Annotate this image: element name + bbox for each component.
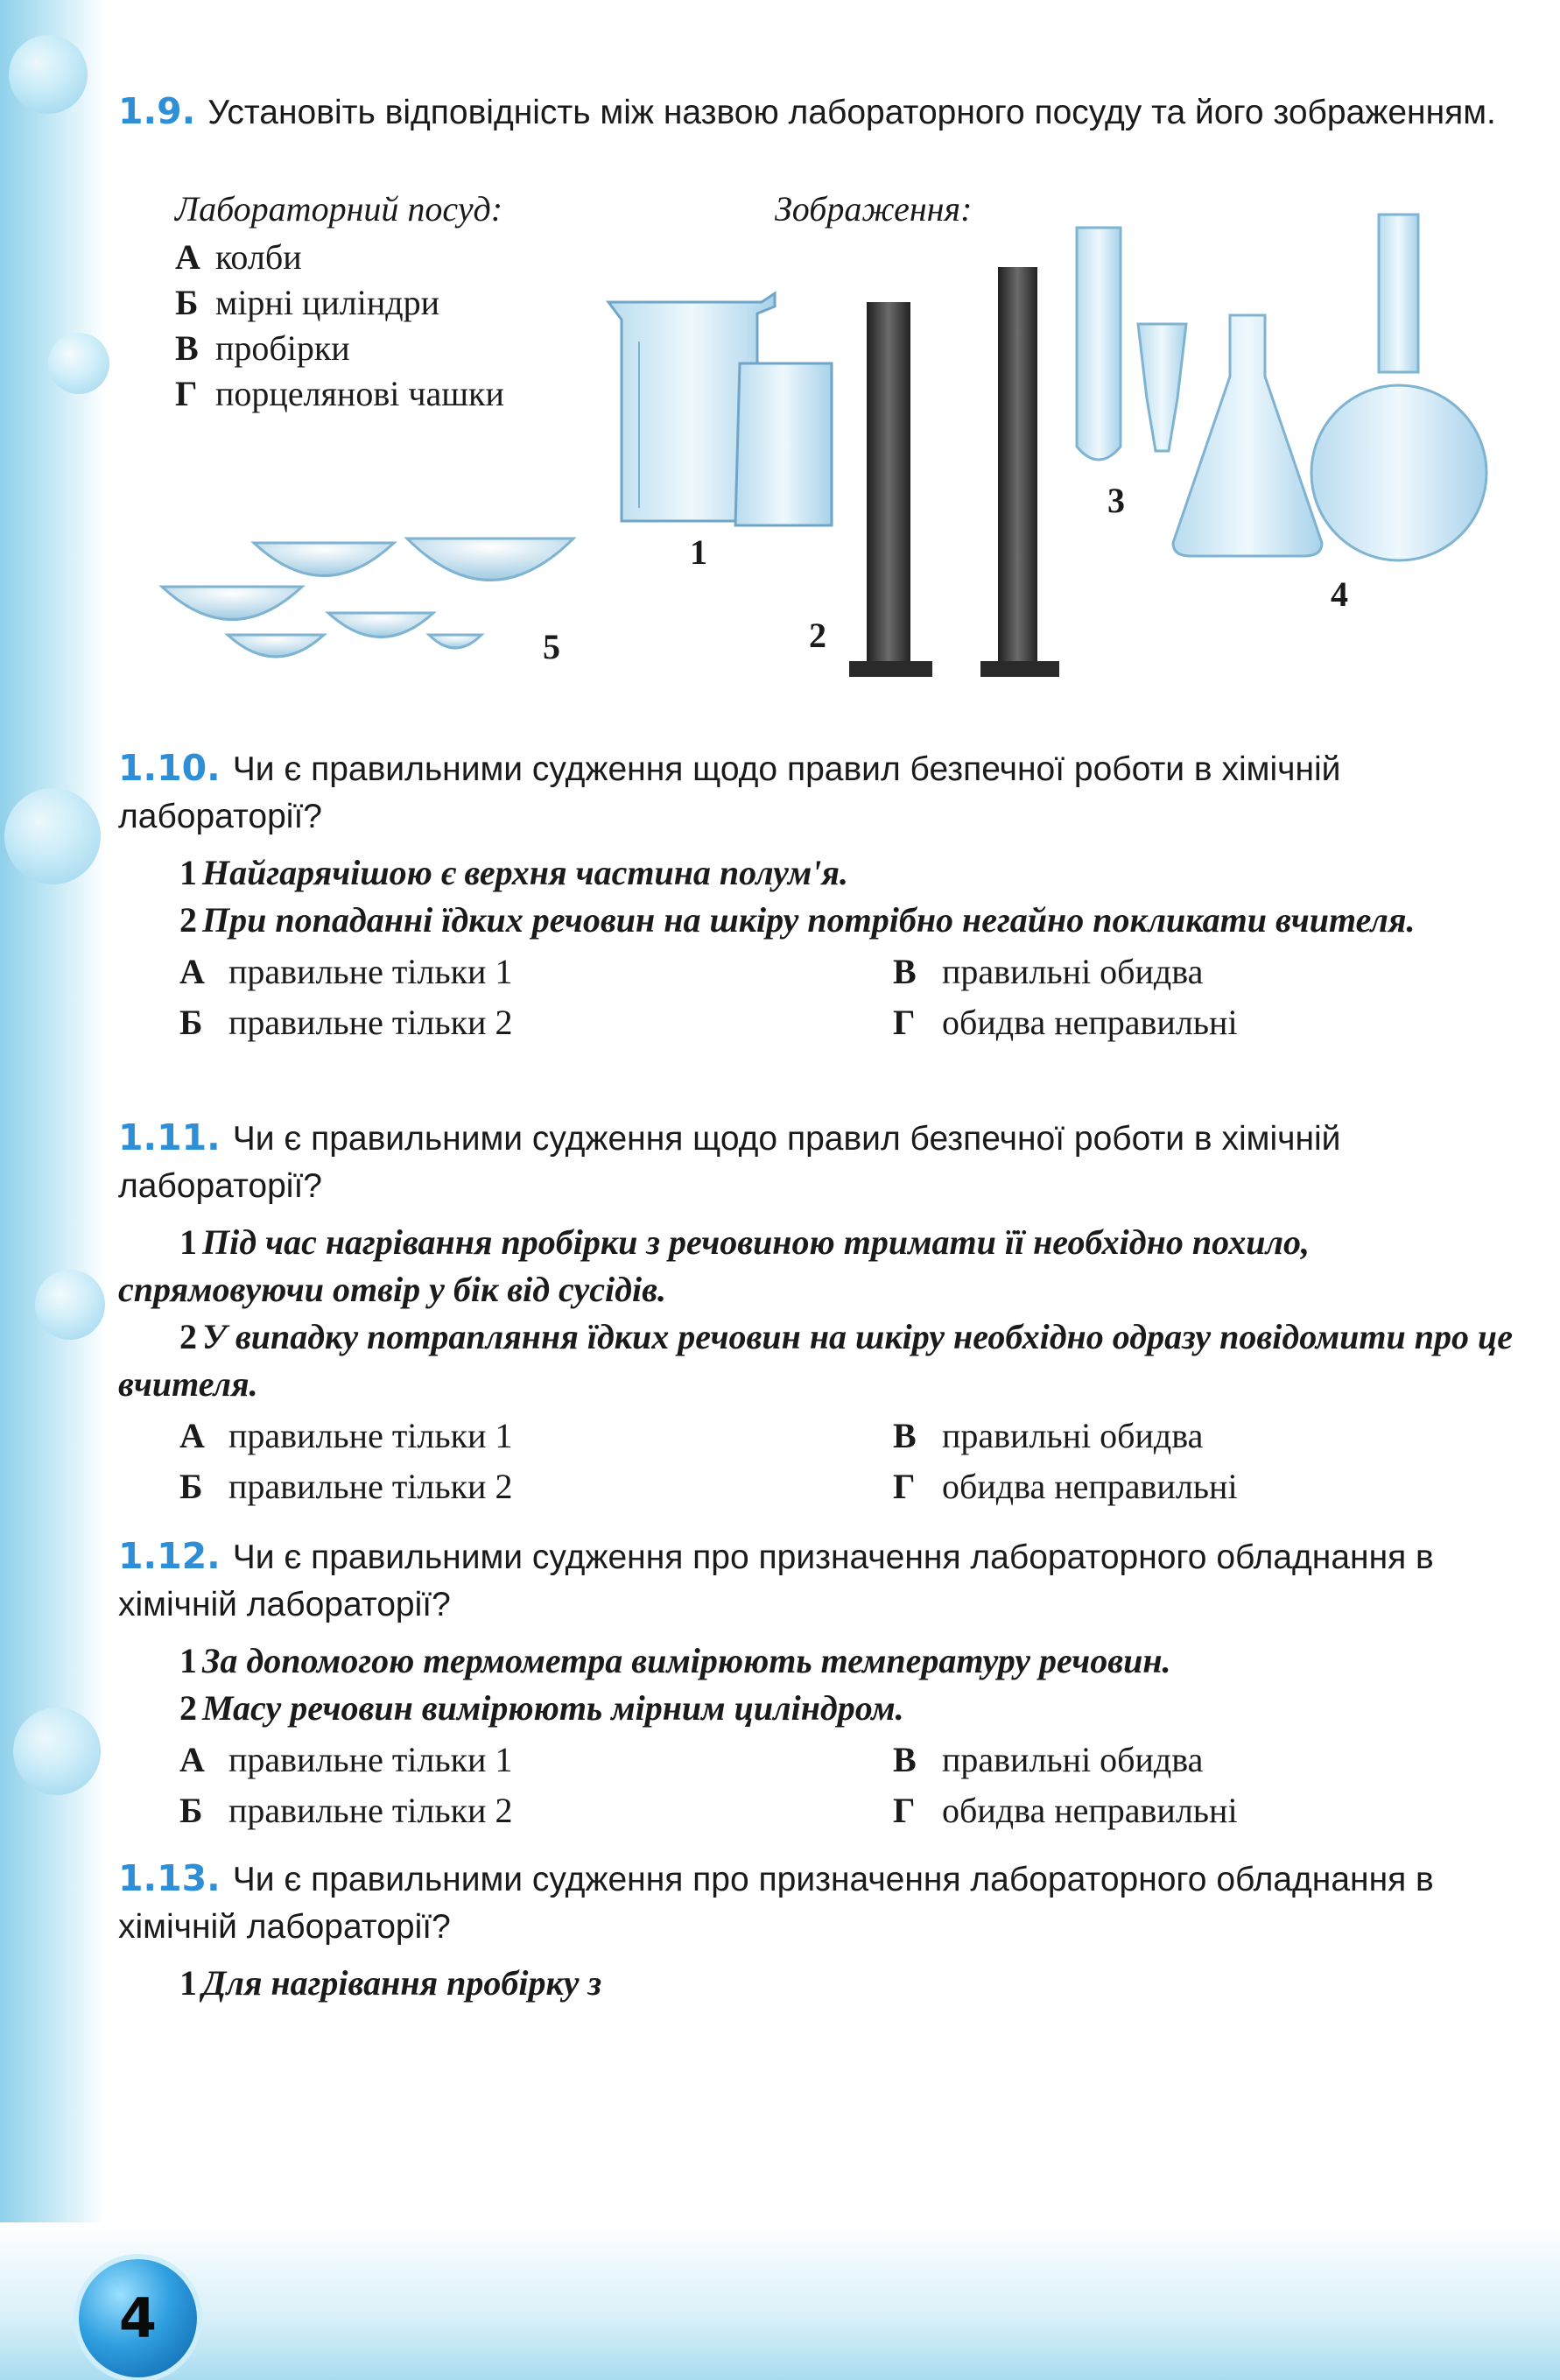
option-text: правильні обидва <box>942 1416 1204 1455</box>
image-label-4: 4 <box>1331 574 1348 614</box>
option-letter: Б <box>179 1003 203 1042</box>
statement-1 <box>118 1637 1523 1685</box>
option-letter: А <box>179 1740 205 1779</box>
task-number: 1.10. <box>118 747 221 789</box>
option-text: обидва неправильні <box>942 1003 1238 1042</box>
item-text: порцелянові чашки <box>215 374 504 413</box>
option-letter: А <box>179 952 205 991</box>
option-d[interactable] <box>893 1790 1238 1831</box>
option-d[interactable] <box>893 1466 1238 1507</box>
bubble-decoration <box>35 1270 105 1340</box>
statement-text: Масу речовин вимірюють мірним циліндром. <box>202 1688 904 1728</box>
bubble-decoration <box>13 1708 101 1795</box>
option-letter: Г <box>893 1467 916 1506</box>
statement-number: 2 <box>179 1317 197 1356</box>
option-letter: В <box>893 1740 917 1779</box>
option-text: правильне тільки 2 <box>228 1003 513 1042</box>
task-number: 1.9. <box>118 90 196 132</box>
flasks-image <box>1173 215 1486 560</box>
right-column-heading: Зображення: <box>775 189 973 229</box>
statement-text: Найгарячішою є верхня частина полум'я. <box>202 853 849 892</box>
page-number: 4 <box>118 2286 158 2350</box>
left-column-heading: Лабораторний посуд: <box>175 189 503 229</box>
task-question <box>118 744 1523 841</box>
task-question-text: Чи є правильними судження про призначення лабораторного обладнання в хімічній лабораторії? <box>118 1539 1434 1623</box>
option-text: правильне тільки 1 <box>228 1740 513 1779</box>
option-c[interactable] <box>893 951 1203 992</box>
option-text: правильне тільки 1 <box>228 952 513 991</box>
option-letter: Б <box>179 1467 203 1506</box>
answer-options <box>118 1415 1523 1517</box>
statement-1 <box>118 1960 1523 2007</box>
task-number: 1.12. <box>118 1535 221 1577</box>
glassware-illustration <box>149 210 1549 701</box>
option-letter: В <box>893 952 917 991</box>
item-text: пробірки <box>215 328 350 368</box>
option-b[interactable] <box>179 1790 512 1831</box>
page-number-badge <box>79 2259 197 2377</box>
task-question <box>118 1114 1523 1210</box>
beakers-image <box>608 293 832 525</box>
option-c[interactable] <box>893 1415 1203 1456</box>
option-letter: Г <box>893 1791 916 1830</box>
item-text: колби <box>215 237 302 277</box>
image-label-2: 2 <box>809 616 826 655</box>
image-label-3: 3 <box>1107 481 1125 520</box>
statement-text: Під час нагрівання пробірки з речовиною тримати її необхідно похило, спрямовуючи отвір у бік від сусідів. <box>118 1222 1311 1309</box>
option-text: правильні обидва <box>942 952 1204 991</box>
statement-text: При попаданні їдких речовин на шкіру потрібно негайно покликати вчителя. <box>202 900 1416 940</box>
task-question <box>118 1532 1523 1629</box>
image-label-1: 1 <box>690 532 707 572</box>
option-text: обидва неправильні <box>942 1467 1238 1506</box>
item-letter: Г <box>175 374 198 413</box>
option-text: обидва неправильні <box>942 1791 1238 1830</box>
task-number: 1.13. <box>118 1857 221 1899</box>
option-d[interactable] <box>893 1002 1238 1043</box>
option-letter: В <box>893 1416 917 1455</box>
task-question <box>118 1855 1523 1951</box>
image-label-5: 5 <box>543 627 560 666</box>
option-a[interactable] <box>179 951 512 992</box>
statement-text: У випадку потрапляння їдких речовин на шкіру необхідно одразу повідомити про це вчителя. <box>118 1317 1513 1404</box>
item-letter: А <box>175 237 200 277</box>
task-question-text: Чи є правильними судження про призначення лабораторного обладнання в хімічній лабораторії? <box>118 1861 1434 1946</box>
statement-2 <box>118 897 1523 944</box>
task-question-text: Установіть відповідність між назвою лабораторного посуду та його зображенням. <box>207 94 1496 131</box>
answer-options <box>118 1739 1523 1841</box>
statement-number: 2 <box>179 900 197 940</box>
statement-2 <box>118 1685 1523 1732</box>
option-text: правильне тільки 1 <box>228 1416 513 1455</box>
statement-number: 1 <box>179 1222 197 1262</box>
bubble-decoration <box>48 333 109 394</box>
option-text: правильне тільки 2 <box>228 1467 513 1506</box>
task-1-9 <box>118 88 1523 137</box>
statement-number: 1 <box>179 853 197 892</box>
statement-number: 1 <box>179 1963 197 2003</box>
task-1-13 <box>118 1855 1523 2007</box>
option-letter: Г <box>893 1003 916 1042</box>
item-letter: Б <box>175 283 199 322</box>
option-a[interactable] <box>179 1415 512 1456</box>
item-letter: В <box>175 328 199 368</box>
bubble-decoration <box>9 35 88 114</box>
option-a[interactable] <box>179 1739 512 1780</box>
statement-text: За допомогою термометра вимірюють температуру речовин. <box>202 1641 1171 1680</box>
task-question-text: Чи є правильними судження щодо правил безпечної роботи в хімічній лабораторії? <box>118 750 1341 835</box>
option-text: правильні обидва <box>942 1740 1204 1779</box>
statement-2 <box>118 1313 1523 1408</box>
statement-1 <box>118 1219 1523 1313</box>
option-c[interactable] <box>893 1739 1203 1780</box>
statement-text: Для нагрівання пробірку з <box>202 1963 602 2003</box>
item-text: мірні циліндри <box>215 283 439 322</box>
option-letter: Б <box>179 1791 203 1830</box>
test-tubes-image <box>1077 228 1186 460</box>
task-question-text: Чи є правильними судження щодо правил безпечної роботи в хімічній лабораторії? <box>118 1120 1341 1205</box>
statement-number: 2 <box>179 1688 197 1728</box>
statement-number: 1 <box>179 1641 197 1680</box>
graduated-cylinders-image <box>849 267 1059 677</box>
porcelain-bowls-image <box>162 539 573 657</box>
task-1-12 <box>118 1532 1523 1841</box>
task-number: 1.11. <box>118 1116 221 1158</box>
answer-options <box>118 951 1523 1053</box>
option-letter: А <box>179 1416 205 1455</box>
option-b[interactable] <box>179 1466 512 1507</box>
option-b[interactable] <box>179 1002 512 1043</box>
option-text: правильне тільки 2 <box>228 1791 513 1830</box>
statement-1 <box>118 849 1523 897</box>
task-1-11 <box>118 1114 1523 1517</box>
bubble-decoration <box>4 788 101 884</box>
bottom-decorative-band <box>0 2222 1560 2380</box>
task-1-10 <box>118 744 1523 1053</box>
task-question <box>118 88 1523 137</box>
